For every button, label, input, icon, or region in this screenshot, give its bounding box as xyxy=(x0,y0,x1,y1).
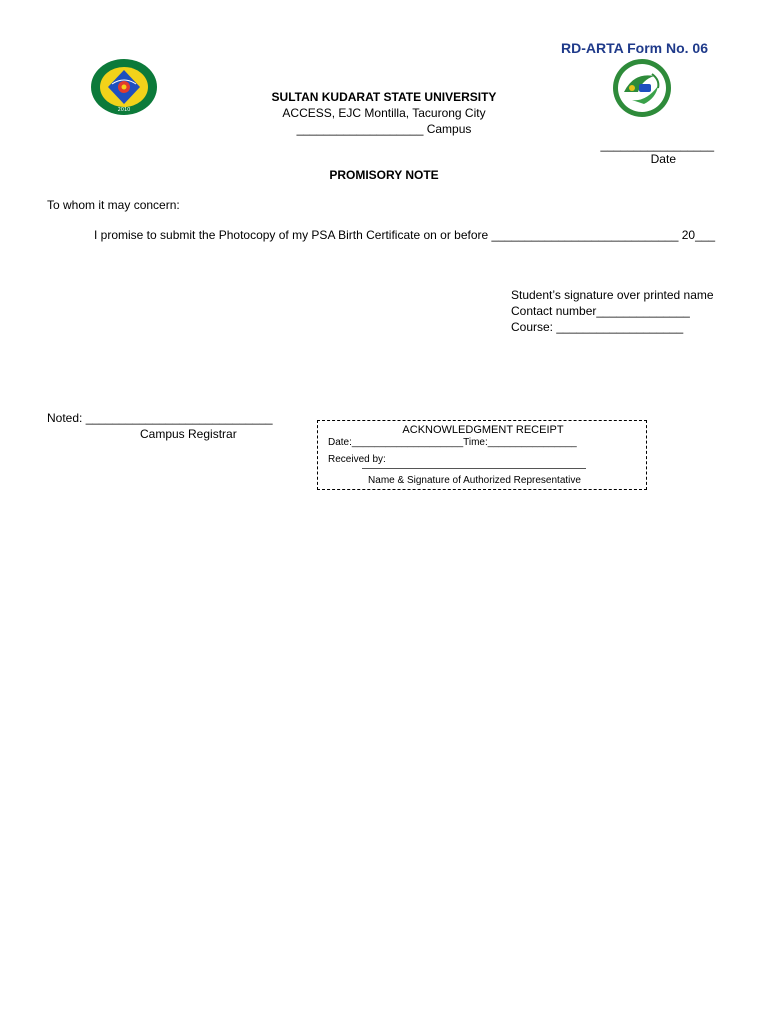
university-name: SULTAN KUDARAT STATE UNIVERSITY xyxy=(271,90,497,104)
receipt-date-time: Date:____________________Time:________________ xyxy=(328,437,577,448)
promise-statement: I promise to submit the Photocopy of my PSA Birth Certificate on or before ____________________________ 20___ xyxy=(94,228,716,242)
date-line: _________________ xyxy=(600,138,714,152)
greeting: To whom it may concern: xyxy=(47,198,180,212)
course-label: Course: ___________________ xyxy=(511,320,684,334)
page-title: PROMISORY NOTE xyxy=(329,168,439,182)
noted-label: Noted: ____________________________ xyxy=(47,411,273,425)
acknowledgment-receipt xyxy=(317,420,647,490)
receipt-name-signature: Name & Signature of Authorized Representative xyxy=(368,475,581,486)
registrar-label: Campus Registrar xyxy=(140,427,237,441)
receipt-title: ACKNOWLEDGMENT RECEIPT xyxy=(402,424,564,436)
campus-line: ___________________ Campus xyxy=(296,122,472,136)
signature-label: Student’s signature over printed name xyxy=(511,288,714,302)
signature-line xyxy=(362,468,586,469)
date-label: Date xyxy=(650,152,676,166)
receipt-received-by: Received by: xyxy=(328,454,386,465)
form-number: RD-ARTA Form No. 06 xyxy=(561,40,708,56)
seal-year: 2010 xyxy=(117,107,131,113)
university-address: ACCESS, EJC Montilla, Tacurong City xyxy=(282,106,486,120)
contact-number-label: Contact number______________ xyxy=(511,304,690,318)
